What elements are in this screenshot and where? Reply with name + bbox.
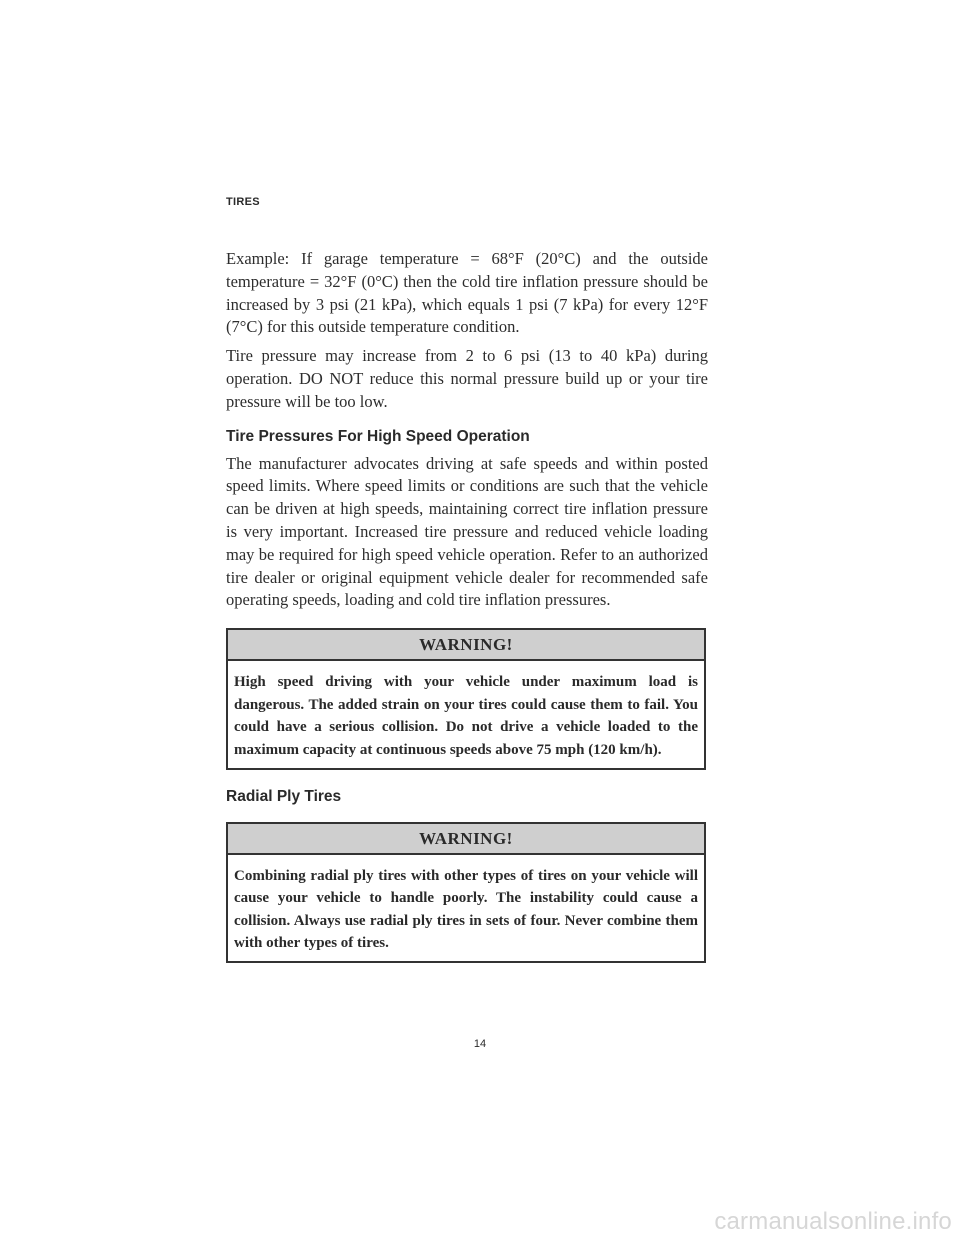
example-paragraph: Example: If garage temperature = 68°F (20°C) and the outside temperature = 32°F (0°C) then the cold tire inflation pressure should be increased by 3 psi (21 kPa), which equals 1 psi (7 kPa) for every 12°F (7°C) for this outside temperature condition.: [226, 249, 708, 337]
high-speed-heading: Tire Pressures For High Speed Operation: [226, 427, 530, 445]
pressure-increase-paragraph: Tire pressure may increase from 2 to 6 psi (13 to 40 kPa) during operation. DO NOT reduce this normal pressure build up or your tire pressure will be too low.: [226, 346, 708, 411]
page-number: 14: [473, 1038, 487, 1050]
warning-text: Combining radial ply tires with other types of tires on your vehicle will cause your vehicle to handle poorly. The instability could cause a collision. Always use radial ply tires in sets of four. Never combine them with other types of tires.: [234, 867, 698, 952]
warning-box-radial: [226, 822, 706, 963]
section-header: TIRES: [226, 196, 260, 208]
watermark: carmanualsonline.info: [714, 1208, 952, 1235]
radial-ply-heading: Radial Ply Tires: [226, 787, 342, 805]
warning-title: WARNING!: [228, 824, 704, 855]
page-content: [226, 248, 708, 981]
warning-box-high-speed: [226, 628, 706, 769]
warning-title: WARNING!: [228, 630, 704, 661]
warning-text: High speed driving with your vehicle under maximum load is dangerous. The added strain on your tires could cause them to fail. You could have a serious collision. Do not drive a vehicle loaded to the maximum capacity at continuous speeds above 75 mph (120 km/h).: [234, 674, 698, 758]
high-speed-paragraph: The manufacturer advocates driving at safe speeds and within posted speed limits. Where speed limits or conditions are such that the vehicle can be driven at high speeds, maintaining correct tire inflation pressure is very important. Increased tire pressure and reduced vehicle loading may be required for high speed vehicle operation. Refer to an authorized tire dealer or original equipment vehicle dealer for recommended safe operating speeds, loading and cold tire inflation pressures.: [226, 453, 708, 610]
